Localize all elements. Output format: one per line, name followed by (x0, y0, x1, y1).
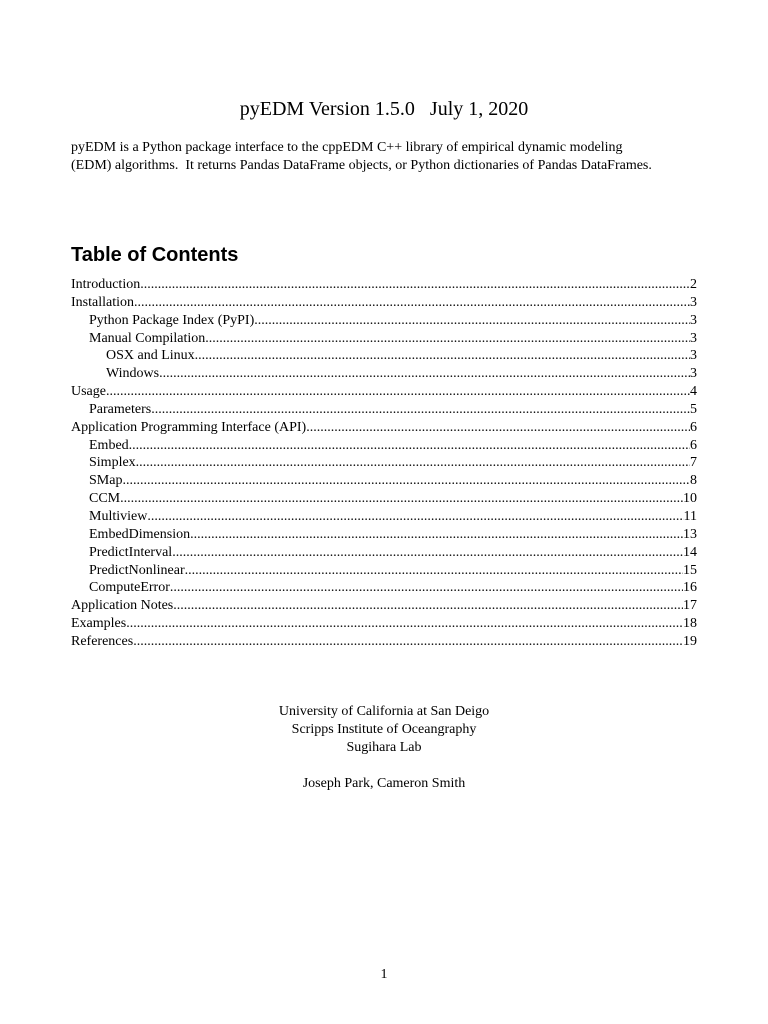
toc-dot-leader (134, 294, 690, 312)
toc-entry-page: 18 (683, 616, 697, 632)
toc-entry-label: Introduction (71, 277, 141, 292)
toc-entry-page: 6 (690, 437, 697, 453)
toc-entry-page: 3 (690, 348, 697, 364)
toc-entry[interactable] (71, 312, 697, 330)
toc-entry-label: Python Package Index (PyPI) (89, 312, 255, 328)
toc-entry-page: 11 (683, 508, 697, 524)
toc-entry-page: 3 (690, 312, 697, 328)
toc-entry[interactable] (71, 597, 697, 615)
affiliation-lab: Sugihara Lab (346, 740, 422, 755)
toc-entry-label: Parameters (89, 401, 152, 417)
toc-entry-page: 6 (690, 419, 697, 435)
toc-entry-label: References (71, 633, 134, 649)
toc-dot-leader (205, 330, 690, 348)
toc-entry-label: EmbedDimension (89, 526, 191, 542)
toc-entry-label: Examples (71, 616, 127, 632)
page-number: 1 (380, 967, 388, 982)
toc-entry[interactable] (71, 276, 697, 294)
toc-entry-label: PredictNonlinear (89, 562, 185, 578)
toc-dot-leader (195, 347, 690, 365)
toc-entry-label: Multiview (89, 508, 148, 524)
toc-entry-label: Embed (89, 437, 129, 453)
toc-entry[interactable] (71, 579, 697, 597)
toc-dot-leader (190, 526, 683, 544)
toc-entry-label: Application Programming Interface (API) (71, 419, 307, 435)
toc-entry-label: SMap (89, 473, 123, 489)
toc-dot-leader (173, 597, 683, 615)
intro-line: (EDM) algorithms. It returns Pandas DataFrame objects, or Python dictionaries of Pandas DataFrames. (71, 158, 652, 173)
toc-entry[interactable] (71, 508, 697, 526)
toc-entry[interactable] (71, 330, 697, 348)
toc-entry-label: Application Notes (71, 598, 174, 614)
toc-dot-leader (129, 437, 690, 455)
toc-dot-leader (185, 562, 683, 580)
toc-entry[interactable] (71, 633, 697, 651)
toc-entry-page: 8 (690, 473, 697, 489)
toc-entry[interactable] (71, 615, 697, 633)
table-of-contents (71, 276, 697, 651)
toc-entry-page: 15 (683, 562, 697, 578)
toc-entry[interactable] (71, 383, 697, 401)
toc-entry-label: Installation (71, 294, 134, 310)
toc-entry-label: CCM (89, 491, 121, 507)
toc-entry-label: Usage (71, 384, 106, 400)
toc-dot-leader (140, 276, 690, 294)
toc-dot-leader (106, 383, 690, 401)
toc-entry[interactable] (71, 544, 697, 562)
toc-entry-page: 16 (683, 580, 697, 596)
toc-entry[interactable] (71, 365, 697, 383)
affiliation-university: University of California at San Deigo (278, 704, 490, 719)
toc-entry-label: Windows (106, 366, 160, 382)
toc-entry-page: 7 (690, 455, 697, 471)
document-title: pyEDM Version 1.5.0 July 1, 2020 (239, 98, 529, 120)
toc-entry[interactable] (71, 437, 697, 455)
toc-entry-page: 5 (690, 401, 697, 417)
toc-dot-leader (159, 365, 690, 383)
toc-entry[interactable] (71, 562, 697, 580)
intro-line: pyEDM is a Python package interface to the cppEDM C++ library of empirical dynamic modeling (71, 140, 623, 155)
toc-dot-leader (170, 579, 683, 597)
authors: Joseph Park, Cameron Smith (302, 776, 466, 791)
toc-entry-page: 19 (683, 633, 697, 649)
toc-entry-page: 2 (690, 277, 697, 292)
toc-entry-label: OSX and Linux (106, 348, 195, 364)
toc-dot-leader (126, 615, 683, 633)
toc-dot-leader (172, 544, 683, 562)
toc-entry-page: 17 (683, 598, 697, 614)
toc-entry-page: 13 (683, 526, 697, 542)
toc-entry[interactable] (71, 472, 697, 490)
toc-heading: Table of Contents (71, 244, 239, 266)
toc-entry[interactable] (71, 294, 697, 312)
toc-entry-page: 14 (683, 544, 697, 560)
toc-dot-leader (120, 490, 683, 508)
toc-entry[interactable] (71, 490, 697, 508)
toc-entry-label: PredictInterval (89, 544, 173, 560)
affiliation-block (0, 703, 768, 757)
toc-dot-leader (122, 472, 690, 490)
toc-entry-page: 4 (690, 384, 697, 400)
toc-entry[interactable] (71, 419, 697, 437)
toc-entry-label: ComputeError (89, 580, 170, 596)
toc-entry-page: 3 (690, 366, 697, 382)
toc-dot-leader (133, 633, 683, 651)
toc-dot-leader (136, 454, 690, 472)
toc-entry[interactable] (71, 526, 697, 544)
toc-entry[interactable] (71, 401, 697, 419)
toc-dot-leader (306, 419, 690, 437)
toc-dot-leader (147, 508, 683, 526)
toc-entry[interactable] (71, 454, 697, 472)
affiliation-institute: Scripps Institute of Oceangraphy (291, 722, 477, 737)
toc-entry-label: Manual Compilation (89, 330, 206, 346)
toc-entry-page: 3 (690, 330, 697, 346)
toc-entry-page: 10 (683, 491, 697, 507)
toc-entry[interactable] (71, 347, 697, 365)
toc-entry-page: 3 (690, 294, 697, 310)
intro-paragraph (71, 139, 701, 175)
toc-dot-leader (254, 312, 690, 330)
toc-dot-leader (151, 401, 690, 419)
toc-entry-label: Simplex (89, 455, 136, 471)
